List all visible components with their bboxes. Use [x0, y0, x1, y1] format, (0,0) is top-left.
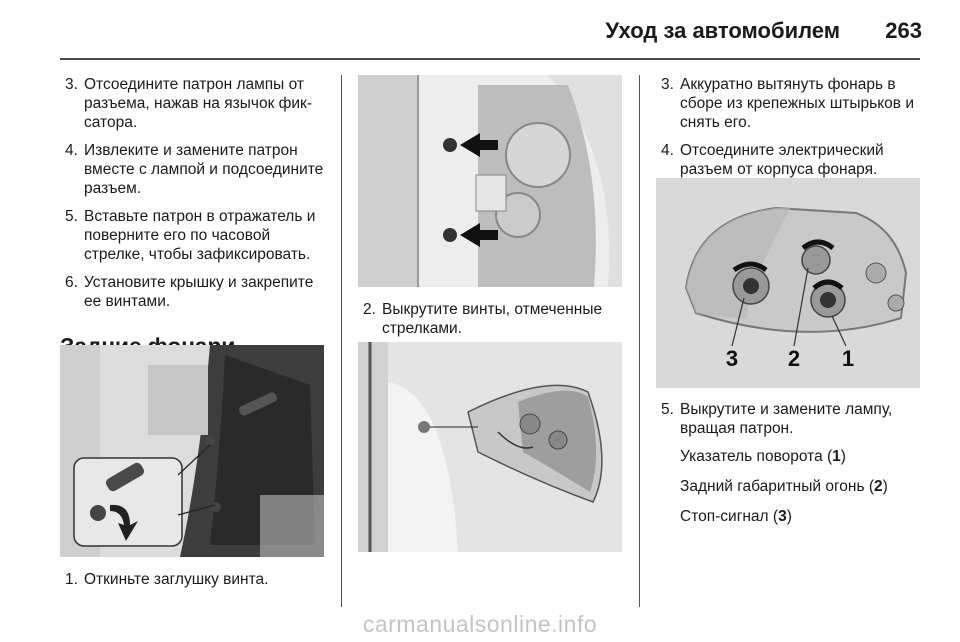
page-number: 263	[885, 18, 922, 43]
figure-screw-cover	[60, 345, 324, 557]
bulb-item: Указатель поворота (1)	[680, 448, 846, 465]
step-item: 4. Отсоедините электрический разъем от корпуса фонаря.	[661, 142, 884, 178]
step-item: 5. Вставьте патрон в отражатель и поверните его по часовой стрелке, чтобы зафиксировать.	[65, 208, 316, 263]
bulb-item: Стоп-сигнал (3)	[680, 508, 792, 525]
column-1	[60, 75, 328, 372]
column-divider-2	[639, 75, 640, 607]
figure-lamp-screws	[358, 75, 622, 287]
callout-3: 3	[725, 346, 739, 371]
step-item: 3. Отсоедините патрон лампы от разъема, нажав на язычок фиксатора.	[65, 76, 313, 131]
step-item: 6. Установите крышку и закрепите ее винтами.	[65, 274, 314, 310]
figure-bulb-layout	[656, 178, 920, 388]
page-header	[0, 0, 960, 62]
column-3	[656, 75, 922, 188]
watermark: carmanualsonline.info	[362, 611, 598, 637]
step-item: 4. Извлеките и замените патрон вместе с лампой и подсоедините разъем.	[65, 142, 324, 197]
figure-2-caption: 2. Выкрутите винты, отмеченные стрелками.	[363, 301, 603, 337]
bulb-item: Задний габаритный огонь (2)	[680, 478, 888, 495]
step-item: 5. Выкрутите и замените лампу, вращая патрон.	[661, 401, 893, 437]
column-3-lower	[656, 400, 922, 537]
page-title: Уход за автомобилем	[605, 18, 840, 43]
header-rule	[60, 58, 920, 60]
figure-lamp-removal	[358, 342, 622, 552]
figure-1-caption: 1. Откиньте заглушку винта.	[65, 571, 269, 588]
step-item: 3. Аккуратно вытянуть фонарь в сборе из крепежных штырьков и снять его.	[661, 76, 914, 131]
callout-2: 2	[787, 346, 801, 371]
callout-1: 1	[841, 346, 855, 371]
column-divider-1	[341, 75, 342, 607]
